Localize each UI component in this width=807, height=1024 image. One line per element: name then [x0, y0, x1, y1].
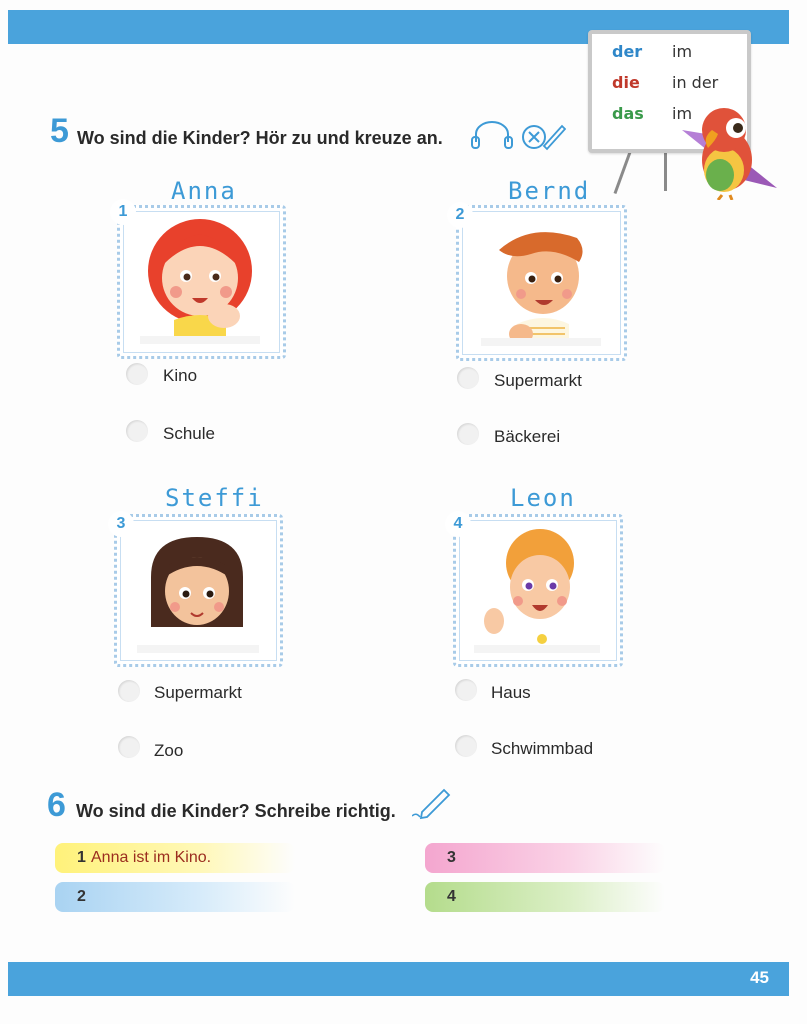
- answer-checkbox[interactable]: [118, 736, 140, 758]
- answer-number: 1: [77, 849, 86, 866]
- child-name: Bernd: [508, 177, 591, 205]
- option-label: Schule: [163, 424, 215, 443]
- bottom-banner: [8, 962, 789, 996]
- option-label: Zoo: [154, 741, 184, 760]
- boy-portrait-icon: [474, 523, 600, 653]
- preposition: im: [672, 42, 693, 61]
- child-card: [456, 205, 627, 361]
- article-der: der: [612, 42, 643, 61]
- answer-number: 2: [77, 888, 86, 905]
- preposition: in der: [672, 73, 719, 92]
- option-label: Bäckerei: [494, 427, 561, 446]
- parrot-mascot-icon: [672, 100, 782, 200]
- card-number: 1: [110, 199, 136, 225]
- headphones-icon: [470, 120, 516, 150]
- answer-checkbox[interactable]: [455, 735, 477, 757]
- child-card: [117, 205, 286, 359]
- grammar-row: [612, 73, 718, 92]
- option-label: Haus: [491, 683, 531, 702]
- card-number: 2: [447, 202, 473, 228]
- exercise-title: Wo sind die Kinder? Schreibe richtig.: [76, 801, 396, 821]
- answer-line[interactable]: [425, 843, 665, 873]
- article-das: das: [612, 104, 644, 123]
- option-label: Supermarkt: [494, 371, 582, 390]
- answer-line[interactable]: [425, 882, 665, 912]
- exercise-number: 5: [50, 112, 69, 150]
- option-label: Kino: [163, 366, 198, 385]
- answer-checkbox[interactable]: [455, 679, 477, 701]
- board-leg: [614, 146, 634, 194]
- child-name: Anna: [171, 177, 237, 205]
- answer-text: Anna ist im Kino.: [91, 849, 212, 866]
- answer-checkbox[interactable]: [126, 363, 148, 385]
- page-number: 45: [750, 968, 769, 987]
- preposition: im: [672, 104, 693, 123]
- answer-line[interactable]: [55, 843, 295, 873]
- answer-number: 4: [447, 888, 456, 905]
- option-label: Supermarkt: [154, 683, 242, 702]
- girl-portrait-icon: [140, 216, 260, 344]
- answer-number: 3: [447, 849, 456, 866]
- card-number: 4: [445, 511, 471, 537]
- answer-line[interactable]: [55, 882, 295, 912]
- answer-checkbox[interactable]: [118, 680, 140, 702]
- grammar-row: [612, 42, 692, 61]
- child-name: Leon: [510, 484, 576, 512]
- card-number: 3: [108, 511, 134, 537]
- exercise-title: Wo sind die Kinder? Hör zu und kreuze an.: [77, 128, 443, 148]
- answer-checkbox[interactable]: [457, 423, 479, 445]
- child-card: [453, 514, 623, 667]
- answer-checkbox[interactable]: [457, 367, 479, 389]
- child-card: [114, 514, 283, 667]
- cross-pencil-icon: [520, 120, 566, 152]
- boy-portrait-icon: [481, 216, 601, 346]
- girl-portrait-icon: [137, 527, 259, 653]
- answer-checkbox[interactable]: [126, 420, 148, 442]
- article-die: die: [612, 73, 640, 92]
- exercise-number: 6: [47, 786, 66, 824]
- pencil-icon: [412, 788, 454, 820]
- child-name: Steffi: [165, 484, 264, 512]
- option-label: Schwimmbad: [491, 739, 594, 758]
